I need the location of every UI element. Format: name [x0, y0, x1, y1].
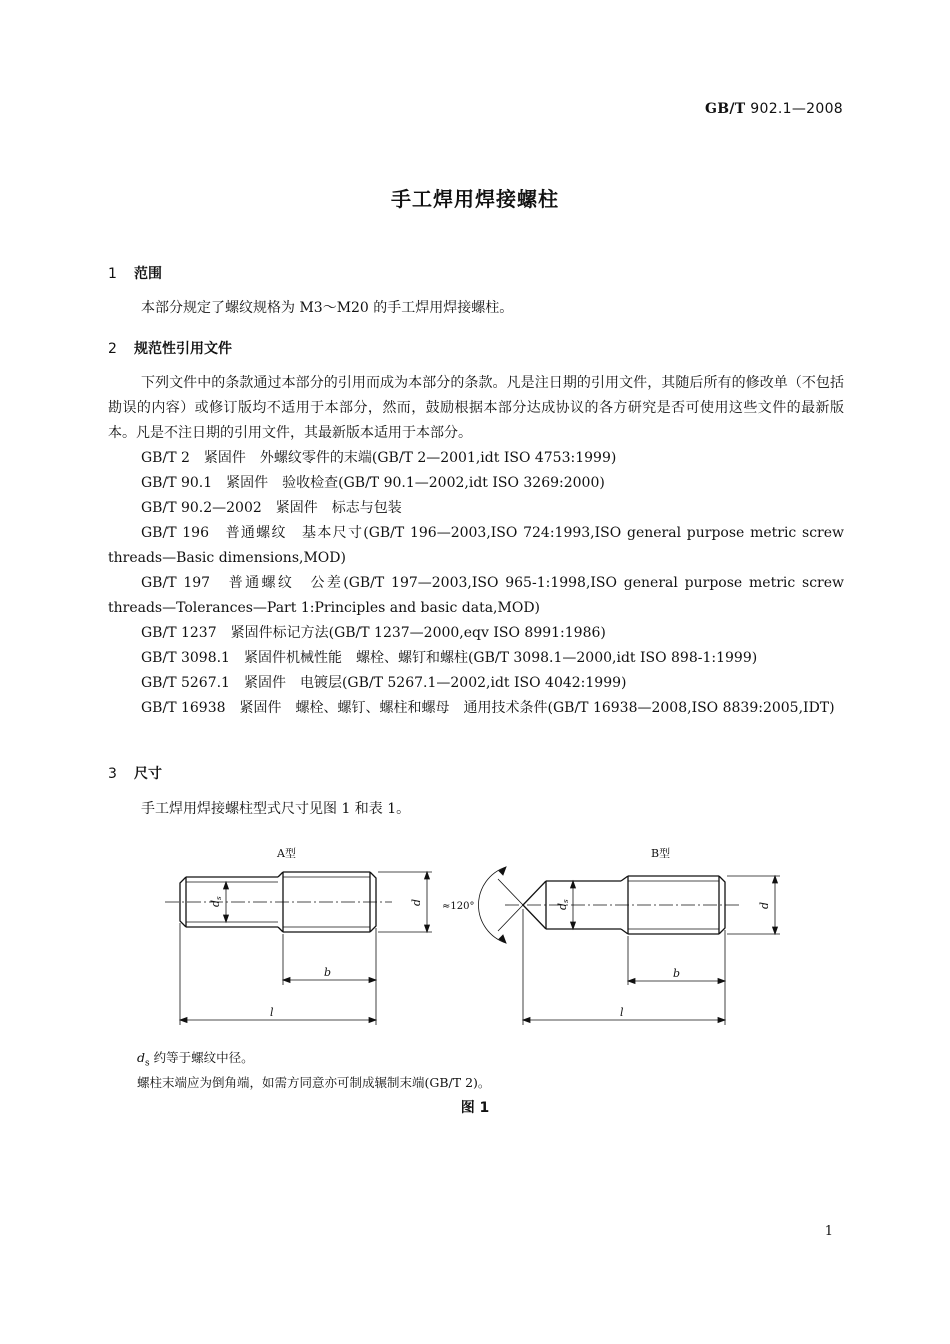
document-title: 手工焊用焊接螺柱: [391, 187, 559, 211]
note-subscript: s: [145, 1058, 150, 1069]
section-number: 3: [108, 766, 117, 782]
dim-b-label-a: b: [324, 966, 332, 979]
svg-text:d: d: [758, 901, 771, 909]
note-text: 约等于螺纹中径。: [149, 1050, 254, 1065]
figure-note-end: 螺柱末端应为倒角端，如需方同意亦可制成辗制末端(GB/T 2)。: [137, 1075, 491, 1090]
reference-item: GB/T 90.1 紧固件 验收检查(GB/T 90.1—2002,idt ISO 3269:2000): [141, 475, 605, 491]
references-intro-paragraph: 下列文件中的条款通过本部分的引用而成为本部分的条款。凡是注日期的引用文件，其随后所有的修改单（不包括勘误的内容）或修订版均不适用于本部分，然而，鼓励根据本部分达成协议的各方研究是否可使用这些文件的最新版本。凡是不注日期的引用文件，其最新版本适用于本部分。: [108, 375, 844, 441]
standard-number: 902.1—2008: [750, 101, 843, 117]
reference-item: GB/T 196 普通螺纹 基本尺寸(GB/T 196—2003,ISO 724:1993,ISO general purpose metric screw threads—Basic dimensions,MOD): [108, 525, 844, 566]
section-heading-dimensions: [108, 763, 162, 783]
svg-text:ds: ds: [556, 899, 570, 910]
dim-l-label-a: l: [270, 1006, 274, 1019]
section-title: 范围: [134, 266, 162, 282]
dim-d-label-b: [758, 902, 771, 909]
section-heading-normative-references: [108, 338, 232, 358]
standard-prefix: GB/T: [704, 101, 746, 117]
reference-item: GB/T 2 紧固件 外螺纹零件的末端(GB/T 2—2001,idt ISO 4753:1999): [141, 450, 617, 466]
dimensions-paragraph: 手工焊用焊接螺柱型式尺寸见图 1 和表 1。: [141, 801, 411, 817]
dim-b-label-b: b: [673, 967, 681, 980]
svg-text:ds: ds: [209, 896, 223, 907]
svg-text:d: d: [410, 898, 423, 906]
dim-d-label-a: [410, 899, 423, 906]
figure-caption: 图 1: [460, 1100, 490, 1116]
section-title: 尺寸: [134, 766, 162, 782]
type-a-label: A型: [277, 847, 296, 860]
reference-item: GB/T 3098.1 紧固件机械性能 螺栓、螺钉和螺柱(GB/T 3098.1—2000,idt ISO 898-1:1999): [141, 650, 758, 666]
note-variable: d: [137, 1050, 146, 1065]
figure-weld-stud-drawing: [0, 835, 950, 1035]
dim-l-label-b: l: [620, 1006, 624, 1019]
section-number: 1: [108, 266, 117, 282]
angle-label: ≈120°: [442, 901, 475, 912]
page-number: 1: [824, 1224, 833, 1239]
scope-paragraph: 本部分规定了螺纹规格为 M3～M20 的手工焊用焊接螺柱。: [141, 300, 514, 316]
section-number: 2: [108, 341, 117, 357]
type-b-label: B型: [651, 847, 671, 860]
reference-item: GB/T 90.2—2002 紧固件 标志与包装: [141, 500, 402, 516]
reference-item: GB/T 16938 紧固件 螺栓、螺钉、螺柱和螺母 通用技术条件(GB/T 16938—2008,ISO 8839:2005,IDT): [141, 700, 835, 716]
section-heading-scope: [108, 263, 162, 283]
reference-item: GB/T 1237 紧固件标记方法(GB/T 1237—2000,eqv ISO 8991:1986): [141, 625, 606, 641]
standard-code: [705, 101, 843, 117]
dim-ds-label-a: [209, 896, 223, 907]
figure-note-ds: [137, 1048, 254, 1069]
reference-item: GB/T 197 普通螺纹 公差(GB/T 197—2003,ISO 965-1:1998,ISO general purpose metric screw threads—Tolerances—Part 1:Principles and basic data,MOD): [108, 575, 844, 616]
dim-ds-label-b: [556, 899, 570, 910]
reference-item: GB/T 5267.1 紧固件 电镀层(GB/T 5267.1—2002,idt ISO 4042:1999): [141, 675, 627, 691]
section-title: 规范性引用文件: [134, 341, 232, 357]
